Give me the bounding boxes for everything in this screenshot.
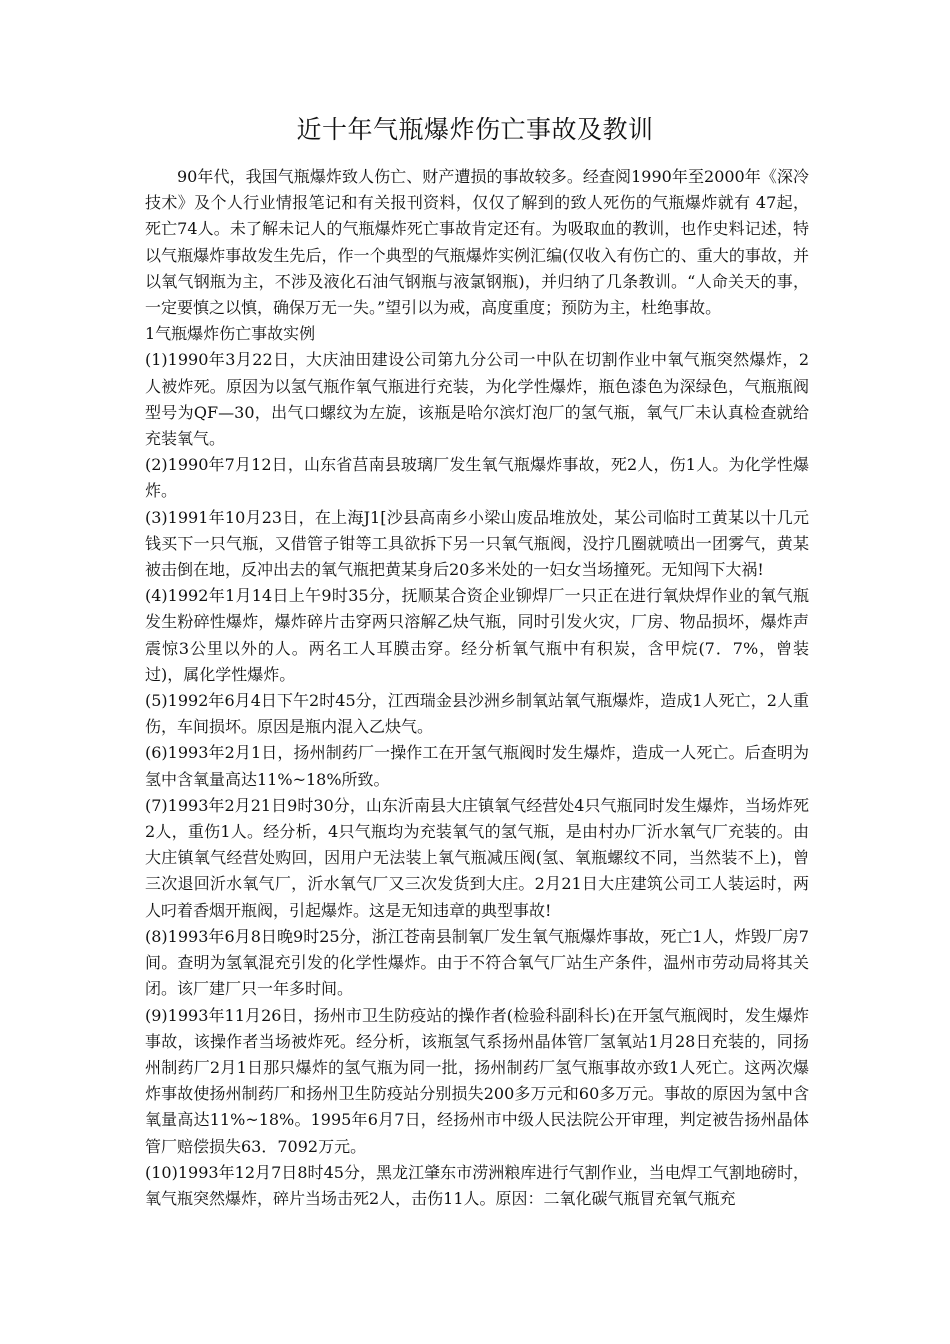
case-paragraph: (8)1993年6月8日晚9时25分，浙江苍南县制氧厂发生氧气瓶爆炸事故，死亡1人，炸毁厂房7间。查明为氢氧混充引发的化学性爆炸。由于不符合氧气厂站生产条件，温州市劳动局将其关闭。该厂建厂只一年多时间。 <box>145 926 809 999</box>
intro-paragraph: 90年代，我国气瓶爆炸致人伤亡、财产遭损的事故较多。经查阅1990年至2000年《深冷技术》及个人行业情报笔记和有关报刊资料，仅仅了解到的致人死伤的气瓶爆炸就有 47起，死亡74人。未了解未记人的气瓶爆炸死亡事故肯定还有。为吸取血的教训，也作史料记述，特以气瓶爆炸事故发生先后，作一个典型的气瓶爆炸实例汇编(仅收入有伤亡的、重大的事故，并以氧气钢瓶为主，不涉及液化石油气钢瓶与液氯钢瓶)，并归纳了几条教训。“人命关天的事，一定要慎之以慎，确保万无一失。”望引以为戒，高度重度；预防为主，杜绝事故。 <box>145 167 809 318</box>
case-paragraph: (5)1992年6月4日下午2时45分，江西瑞金县沙洲乡制氧站氧气瓶爆炸，造成1人死亡，2人重伤，车间损坏。原因是瓶内混入乙炔气。 <box>145 691 809 737</box>
case-paragraph: (1)1990年3月22日，大庆油田建设公司第九分公司一中队在切割作业中氧气瓶突然爆炸，2人被炸死。原因为以氢气瓶作氧气瓶进行充装，为化学性爆炸，瓶色漆色为深绿色，气瓶瓶阀型号为QF—30，出气口螺纹为左旋，该瓶是哈尔滨灯泡厂的氢气瓶，氧气厂未认真检查就给充装氧气。 <box>145 350 809 449</box>
case-paragraph: (4)1992年1月14日上午9时35分，抚顺某合资企业铆焊厂一只正在进行氧炔焊作业的氧气瓶发生粉碎性爆炸，爆炸碎片击穿两只溶解乙炔气瓶，同时引发火灾，厂房、物品损坏，爆炸声震惊3公里以外的人。两名工人耳膜击穿。经分析氧气瓶中有积炭，含甲烷(7．7%，曾装过)，属化学性爆炸。 <box>145 586 809 684</box>
case-paragraph: (9)1993年11月26日，扬州市卫生防疫站的操作者(检验科副科长)在开氢气瓶阀时，发生爆炸事故，该操作者当场被炸死。经分析，该瓶氢气系扬州晶体管厂氢氧站1月28日充装的，同扬州制药厂2月1日那只爆炸的氢气瓶为同一批，扬州制药厂氢气瓶事故亦致1人死亡。这两次爆炸事故使扬州制药厂和扬州卫生防疫站分别损失200多万元和60多万元。事故的原因为氢中含氧量高达11%~18%。1995年6月7日，经扬州市中级人民法院公开审理，判定被告扬州晶体管厂赔偿损失63．7092万元。 <box>145 1005 809 1156</box>
case-paragraph: (6)1993年2月1日，扬州制药厂一操作工在开氢气瓶阀时发生爆炸，造成一人死亡。后查明为氢中含氧量高达11%~18%所致。 <box>145 743 809 789</box>
case-paragraph: (3)1991年10月23日，在上海J1[沙县高南乡小梁山废品堆放处，某公司临时工黄某以十几元钱买下一只气瓶，又借管子钳等工具欲拆下另一只氧气瓶阀，没拧几圈就喷出一团雾气，黄某被击倒在地，反冲出去的氧气瓶把黄某身后20多米处的一妇女当场撞死。无知闯下大祸! <box>145 507 809 580</box>
document-title: 近十年气瓶爆炸伤亡事故及教训 <box>296 115 654 144</box>
case-paragraph: (2)1990年7月12日，山东省莒南县玻璃厂发生氧气瓶爆炸事故，死2人，伤1人。为化学性爆炸。 <box>145 455 809 501</box>
document-body <box>145 164 809 1212</box>
section-heading: 1气瓶爆炸伤亡事故实例 <box>145 324 316 344</box>
case-paragraph: (7)1993年2月21日9时30分，山东沂南县大庄镇氧气经营处4只气瓶同时发生爆炸，当场炸死2人，重伤1人。经分析，4只气瓶均为充装氧气的氢气瓶，是由村办厂沂水氧气厂充装的。由大庄镇氧气经营处购回，因用户无法装上氧气瓶减压阀(氢、氧瓶螺纹不同，当然装不上)，曾三次退回沂水氧气厂，沂水氧气厂又三次发货到大庄。2月21日大庄建筑公司工人装运时，两人叼着香烟开瓶阀，引起爆炸。这是无知违章的典型事故! <box>145 795 809 920</box>
case-paragraph: (10)1993年12月7日8时45分，黑龙江肇东市涝洲粮库进行气割作业，当电焊工气割地磅时，氧气瓶突然爆炸，碎片当场击死2人，击伤11人。原因：二氧化碳气瓶冒充氧气瓶充 <box>145 1162 809 1208</box>
